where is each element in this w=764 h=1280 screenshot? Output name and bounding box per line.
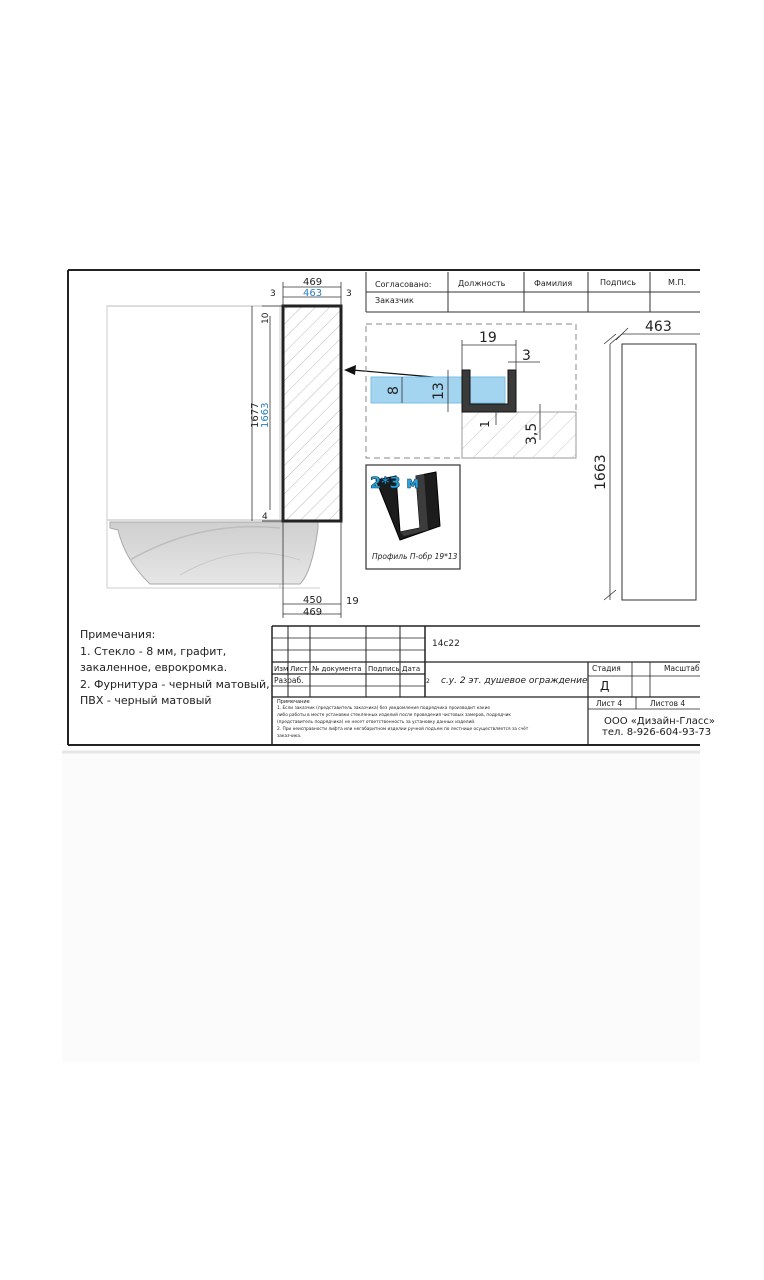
dim-bottom-total: 469 [303,607,323,618]
drawing-title: с.у. 2 эт. душевое ограждение [441,676,588,686]
col-sign: Подпись [368,665,400,673]
dim-base-gap: 1 [478,420,492,428]
profile-caption: Профиль П-обр 19*13 [372,552,458,561]
dim-channel-width: 19 [479,330,497,346]
profile-length-label: 2*3 м [370,473,420,492]
dim-base: 3,5 [524,422,540,445]
col-date: Дата [402,665,421,673]
dim-wall: 3 [522,348,531,364]
faded-area [62,752,700,1062]
notes-line-2: закаленное, еврокромка. [80,661,228,674]
side-height: 1663 [593,454,609,490]
fine-print-2: либо работы в месте установки стеклянных изделий после проведения чистовых замеров, подрядчик [277,713,512,718]
reference-arrow [344,365,445,378]
fine-print-3: (представитель подрядчика) не несет ответственность за установку данных изделий. [277,720,476,725]
notes-line-3: 2. Фурнитура - черный матовый, [80,678,270,691]
col-list: Лист [290,665,308,673]
company-phone: тел. 8-926-604-93-73 [602,727,712,738]
approval-block [366,272,700,312]
dim-channel-height: 13 [431,382,447,400]
dim-bottom-width: 450 [303,595,323,606]
dim-top-outer: 469 [303,277,323,288]
dim-glass: 8 [386,386,402,395]
col-izm: Изм [274,665,289,673]
stage-label: Стадия [592,664,621,673]
project-code: 14с22 [432,639,460,649]
side-width: 463 [645,319,672,335]
dim-left-gap: 3 [270,289,276,299]
dim-bottom-side: 19 [346,596,359,607]
fine-print-1: 1. Если заказчик (представитель заказчика) без уведомления подрядчика производит какие [277,706,491,711]
scale-label: Масштаб [664,664,700,673]
notes-heading: Примечания: [80,628,156,641]
notes-block [80,628,270,707]
dim-height-inner: 1663 [260,402,271,428]
dim-bottom-gap: 4 [262,512,268,522]
small-number: 2 [426,678,430,685]
position-header: Должность [458,279,506,288]
company-name: ООО «Дизайн-Гласс» [604,716,716,727]
dim-right-gap: 3 [346,289,352,299]
seal-header: М.П. [668,278,687,287]
fine-print-4: 2. При неисправности лифта или негабаритном изделии ручной подъем по лестнице осуществляется за счёт [277,727,529,732]
bathtub [107,522,320,588]
col-doc: № документа [312,665,362,673]
customer-label: Заказчик [375,296,414,305]
dim-top-gap: 10 [261,312,271,324]
stage-value: Д [600,679,610,693]
glass-panel-front [283,306,341,521]
sheet-number: Лист 4 [596,699,623,708]
sheets-total: Листов 4 [650,699,686,708]
fine-print-heading: Примечание [277,699,310,705]
signature-header: Подпись [600,278,636,287]
developer-label: Разраб. [274,676,304,685]
profile-illustration [366,465,460,569]
surname-header: Фамилия [534,279,573,288]
dim-height-outer: 1677 [250,402,261,428]
fine-print-5: заказчика. [277,734,302,739]
dim-top-inner: 463 [303,288,323,299]
notes-line-4: ПВХ - черный матовый [80,694,212,707]
side-view-panel [604,328,700,600]
agreed-label: Согласовано: [375,280,432,289]
notes-line-1: 1. Стекло - 8 мм, графит, [80,645,227,658]
